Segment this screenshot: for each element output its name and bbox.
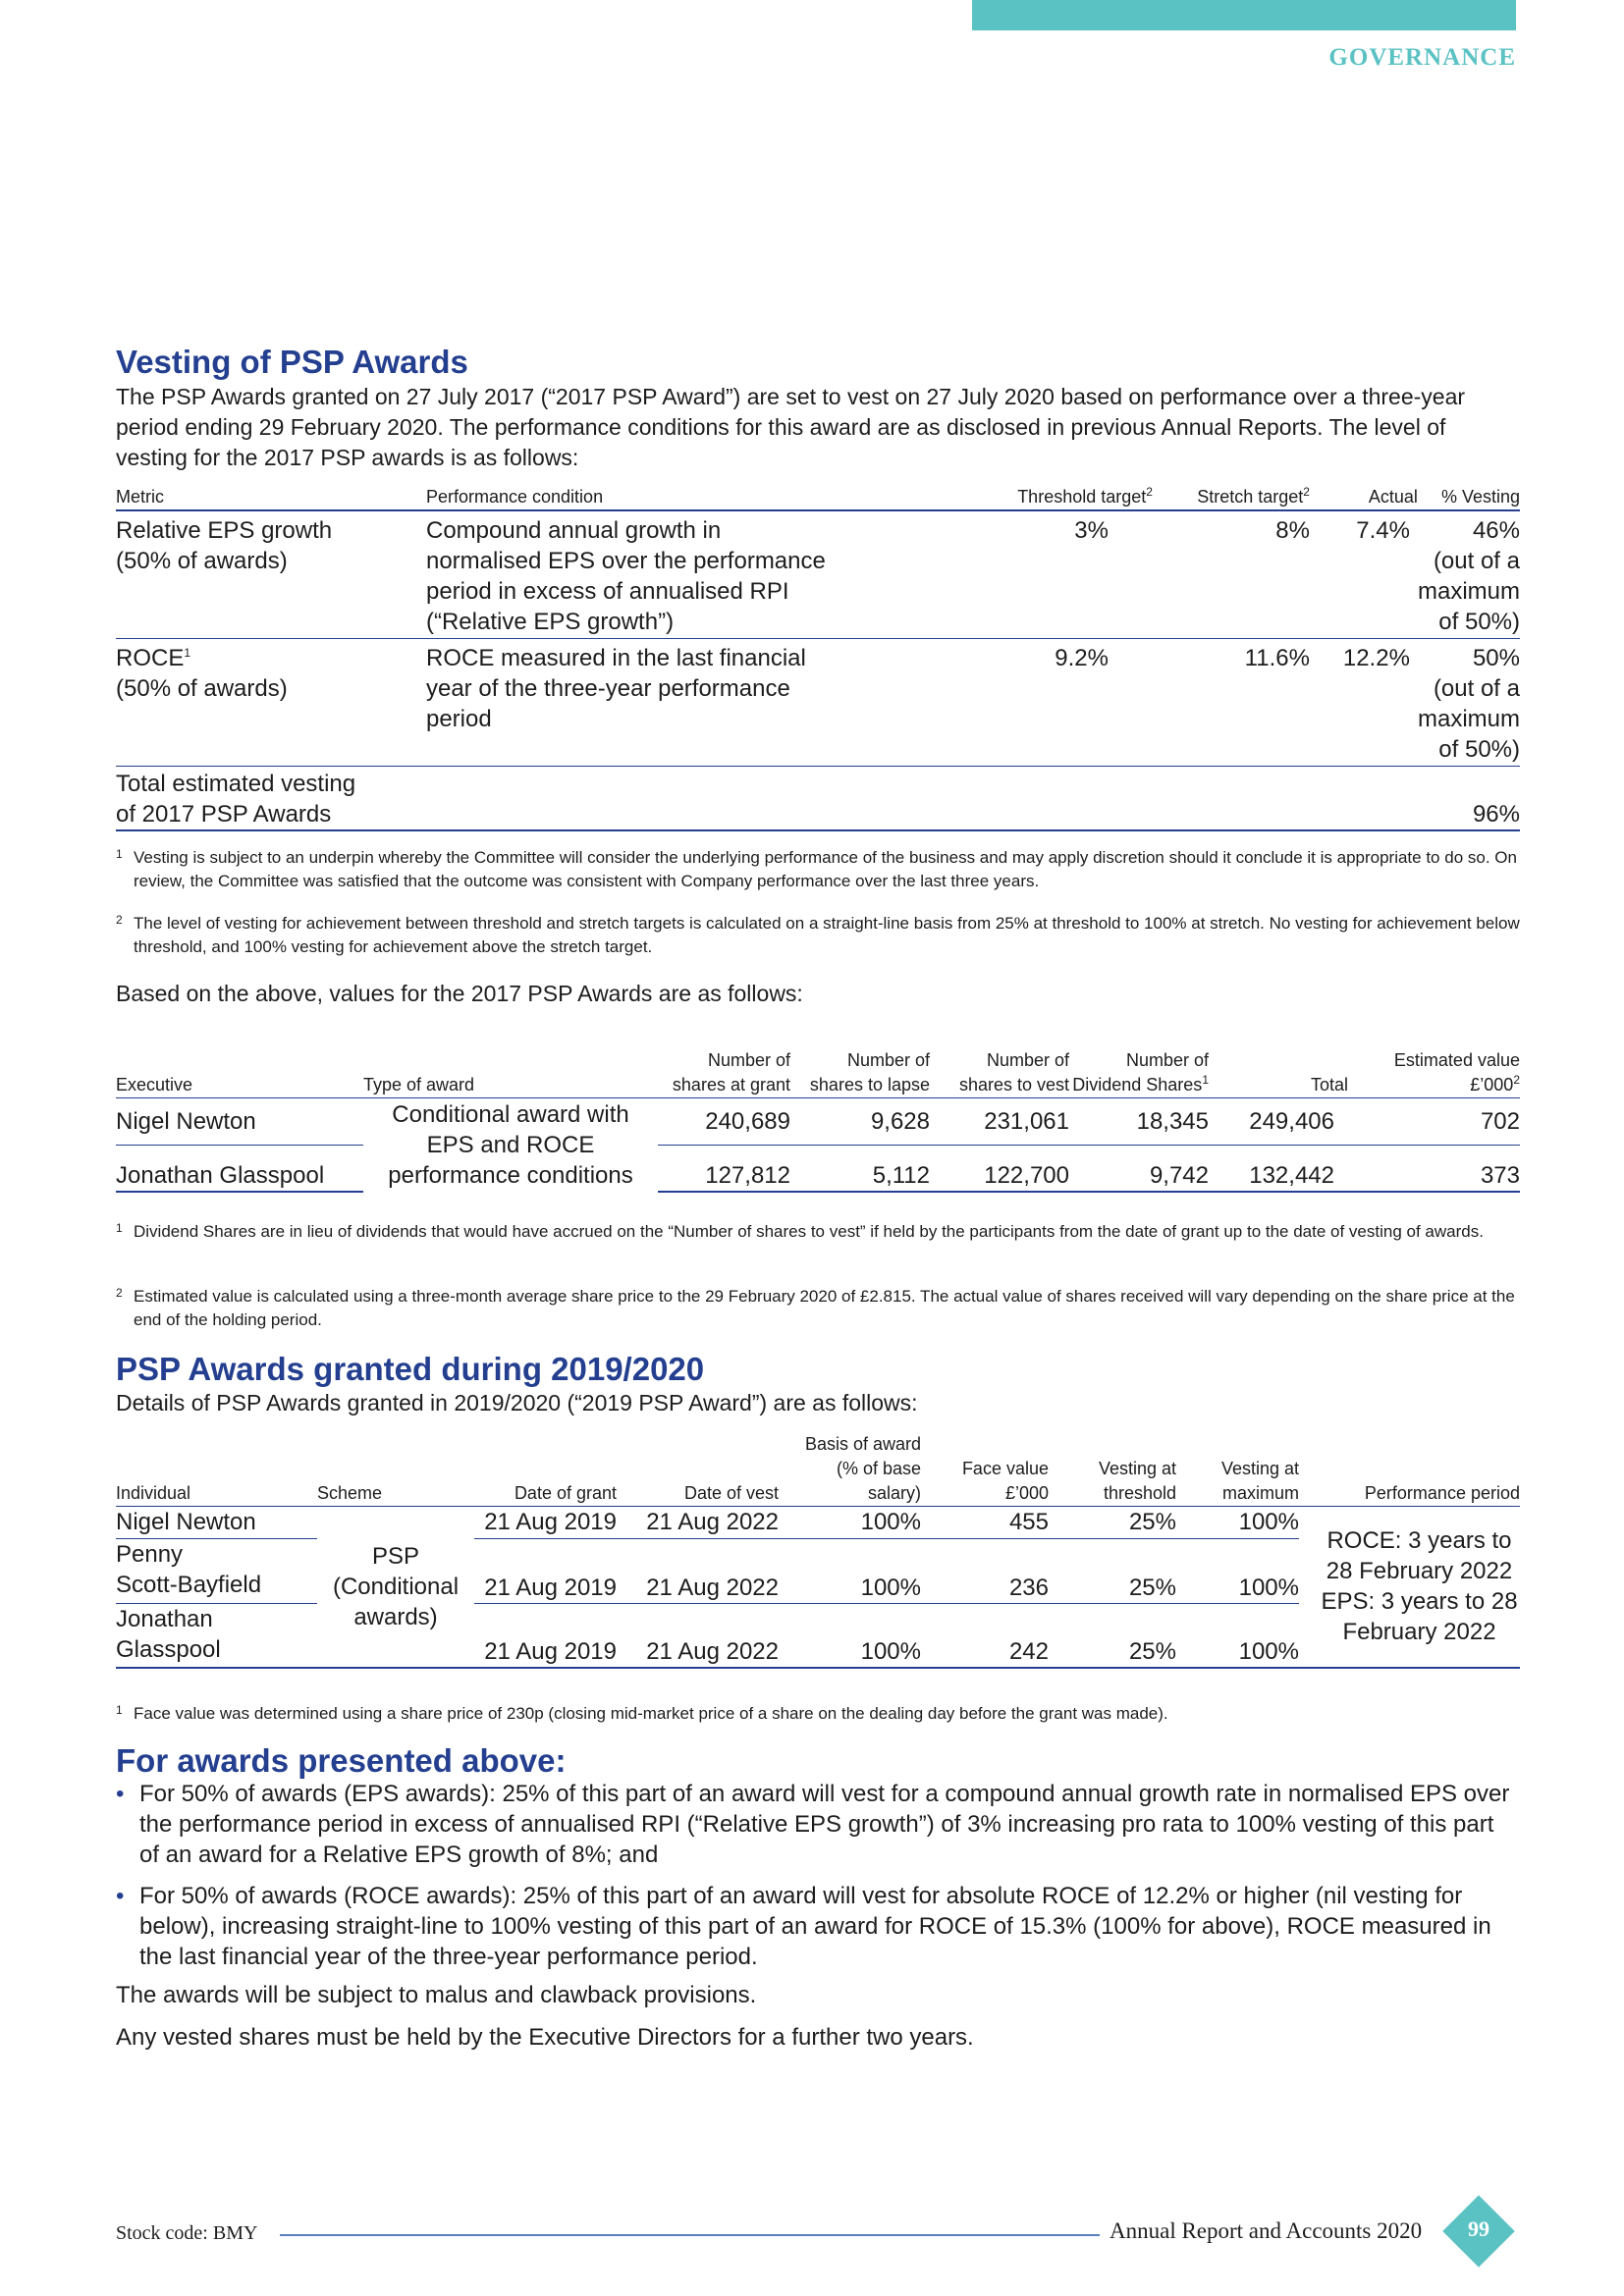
awards-para-malus: The awards will be subject to malus and clawback provisions. <box>116 1982 757 2008</box>
granted-row-newton: Nigel Newton PSP (Conditional awards) 21 Aug 2019 21 Aug 2022 100% 455 25% 100% ROCE: 3 years to 28 February 2022 EPS: 3 years to 28 February 2022 <box>116 1506 1520 1538</box>
vesting-row-eps: Relative EPS growth (50% of awards) Compound annual growth in normalised EPS over the performance period in excess of annualised RPI (“Relative EPS growth”) 3% 8% 7.4% 46% (out of a maximum of 50%) <box>116 510 1520 638</box>
col-executive: Executive <box>116 1074 193 1095</box>
col-stretch: Stretch target$^2$ <box>1197 485 1310 507</box>
awards-title: For awards presented above: <box>116 1742 567 1779</box>
col-vesting-maximum: Vesting at maximum <box>1220 1458 1299 1503</box>
type-of-award: Conditional award with EPS and ROCE performance conditions <box>388 1100 633 1189</box>
values-note-2: 2 Estimated value is calculated using a three-month average share price to the 29 February 2020 of £2.815. The actual value of shares received will vary depending on the share price at the end of the holding period. <box>116 1286 1515 1329</box>
values-row-newton: Nigel Newton Conditional award with EPS and ROCE performance conditions 240,689 9,628 231,061 18,345 249,406 702 <box>116 1097 1520 1145</box>
section-label: GOVERNANCE <box>1328 44 1516 71</box>
granted-table <box>116 1431 1520 1669</box>
performance-period-cell: ROCE: 3 years to 28 February 2022 EPS: 3 years to 28 February 2022 <box>1299 1506 1520 1668</box>
vesting-row-roce: ROCE$^1$ (50% of awards) ROCE measured in the last financial year of the three-year performance period 9.2% 11.6% 12.2% 50% (out of a maximum of 50%) <box>116 638 1520 766</box>
col-date-vest: Date of vest <box>683 1482 779 1503</box>
col-lapse: Number of shares to lapse <box>809 1049 930 1095</box>
col-vesting-threshold: Vesting at threshold <box>1098 1458 1176 1503</box>
granted-title: PSP Awards granted during 2019/2020 <box>116 1351 705 1387</box>
footer-report-title: Annual Report and Accounts 2020 <box>1110 2218 1423 2243</box>
values-note-1: 1 Dividend Shares are in lieu of dividends that would have accrued on the “Number of shares to vest” if held by the participants from the date of grant up to the date of vesting of awards. <box>116 1221 1484 1241</box>
vesting-title: Vesting of PSP Awards <box>116 344 468 380</box>
footer-divider <box>280 2234 1100 2236</box>
vesting-total-row: Total estimated vesting of 2017 PSP Awards 96% <box>116 766 1520 830</box>
page-number: 99 <box>1468 2216 1489 2241</box>
col-vest: Number of shares to vest <box>958 1049 1069 1095</box>
values-row-glasspool: Jonathan Glasspool 127,812 5,112 122,700 9,742 132,442 373 <box>116 1145 1520 1192</box>
granted-row-glasspool: Jonathan Glasspool 21 Aug 2019 21 Aug 2022 100% 242 25% 100% <box>116 1603 1520 1668</box>
values-intro: Based on the above, values for the 2017 PSP Awards are as follows: <box>116 981 803 1006</box>
col-basis: Basis of award (% of base salary) <box>804 1433 921 1503</box>
col-total: Total <box>1310 1074 1348 1095</box>
granted-note: 1 Face value was determined using a share price of 230p (closing mid-market price of a share on the dealing day before the grant was made). <box>116 1703 1168 1723</box>
granted-row-bayfield: Penny Scott-Bayfield 21 Aug 2019 21 Aug 2022 100% 236 25% 100% <box>116 1538 1520 1603</box>
col-metric: Metric <box>116 487 164 507</box>
col-dividend: Number of Dividend Shares$^1$ <box>1072 1049 1209 1095</box>
awards-bullet-roce: • For 50% of awards (ROCE awards): 25% of this part of an award will vest for absolute ROCE of 12.2% or higher (nil vesting for below), increasing straight-line to 100% vesting of this part of an award for ROCE of 15.3% (100% for above), ROCE measured in the last financial year of the three-year performance period. <box>116 1883 1491 1970</box>
values-table <box>116 1021 1520 1193</box>
awards-bullet-eps: • For 50% of awards (EPS awards): 25% of this part of an award will vest for a compound annual growth rate in normalised EPS over the performance period in excess of annualised RPI (“Relative EPS growth”) of 3% increasing pro rata to 100% vesting of this part of an award for a Relative EPS growth of 8%; and <box>116 1781 1510 1868</box>
col-actual: Actual <box>1368 487 1418 507</box>
footer-stock-code: Stock code: BMY <box>116 2222 258 2244</box>
col-individual: Individual <box>116 1482 191 1503</box>
col-condition: Performance condition <box>425 487 604 507</box>
col-grant: Number of shares at grant <box>672 1049 790 1095</box>
col-performance-period: Performance period <box>1364 1482 1520 1503</box>
col-value: Estimated value $£’000^2$ <box>1393 1049 1520 1095</box>
scheme-cell: PSP (Conditional awards) <box>317 1506 474 1668</box>
col-type: Type of award <box>363 1074 475 1095</box>
col-date-grant: Date of grant <box>514 1482 617 1503</box>
vesting-table <box>116 481 1520 831</box>
header-accent-bar <box>972 0 1516 30</box>
granted-intro: Details of PSP Awards granted in 2019/2020 (“2019 PSP Award”) are as follows: <box>116 1390 918 1415</box>
col-vesting: % Vesting <box>1440 487 1520 507</box>
col-scheme: Scheme <box>317 1482 383 1503</box>
awards-para-held: Any vested shares must be held by the Executive Directors for a further two years. <box>116 2024 974 2051</box>
vesting-note-1: 1 Vesting is subject to an underpin whereby the Committee will consider the underlying performance of the business and may apply discretion should it conclude it is appropriate to do so. On review, the Committee was satisfied that the outcome was consistent with Company performance over the last three years. <box>116 847 1517 890</box>
col-threshold: Threshold target$^2$ <box>1017 485 1153 507</box>
vesting-intro: The PSP Awards granted on 27 July 2017 (“2017 PSP Award”) are set to vest on 27 July 2020 based on performance over a three-year period ending 29 February 2020. The performance conditions for this award are as disclosed in previous Annual Reports. The level of vesting for the 2017 PSP awards is as follows: <box>116 384 1466 470</box>
col-face-value: Face value £’000 <box>961 1458 1049 1503</box>
vesting-note-2: 2 The level of vesting for achievement between threshold and stretch targets is calculated on a straight-line basis from 25% at threshold to 100% at stretch. No vesting for achievement below threshold, and 100% vesting for achievement above the stretch target. <box>116 913 1520 956</box>
